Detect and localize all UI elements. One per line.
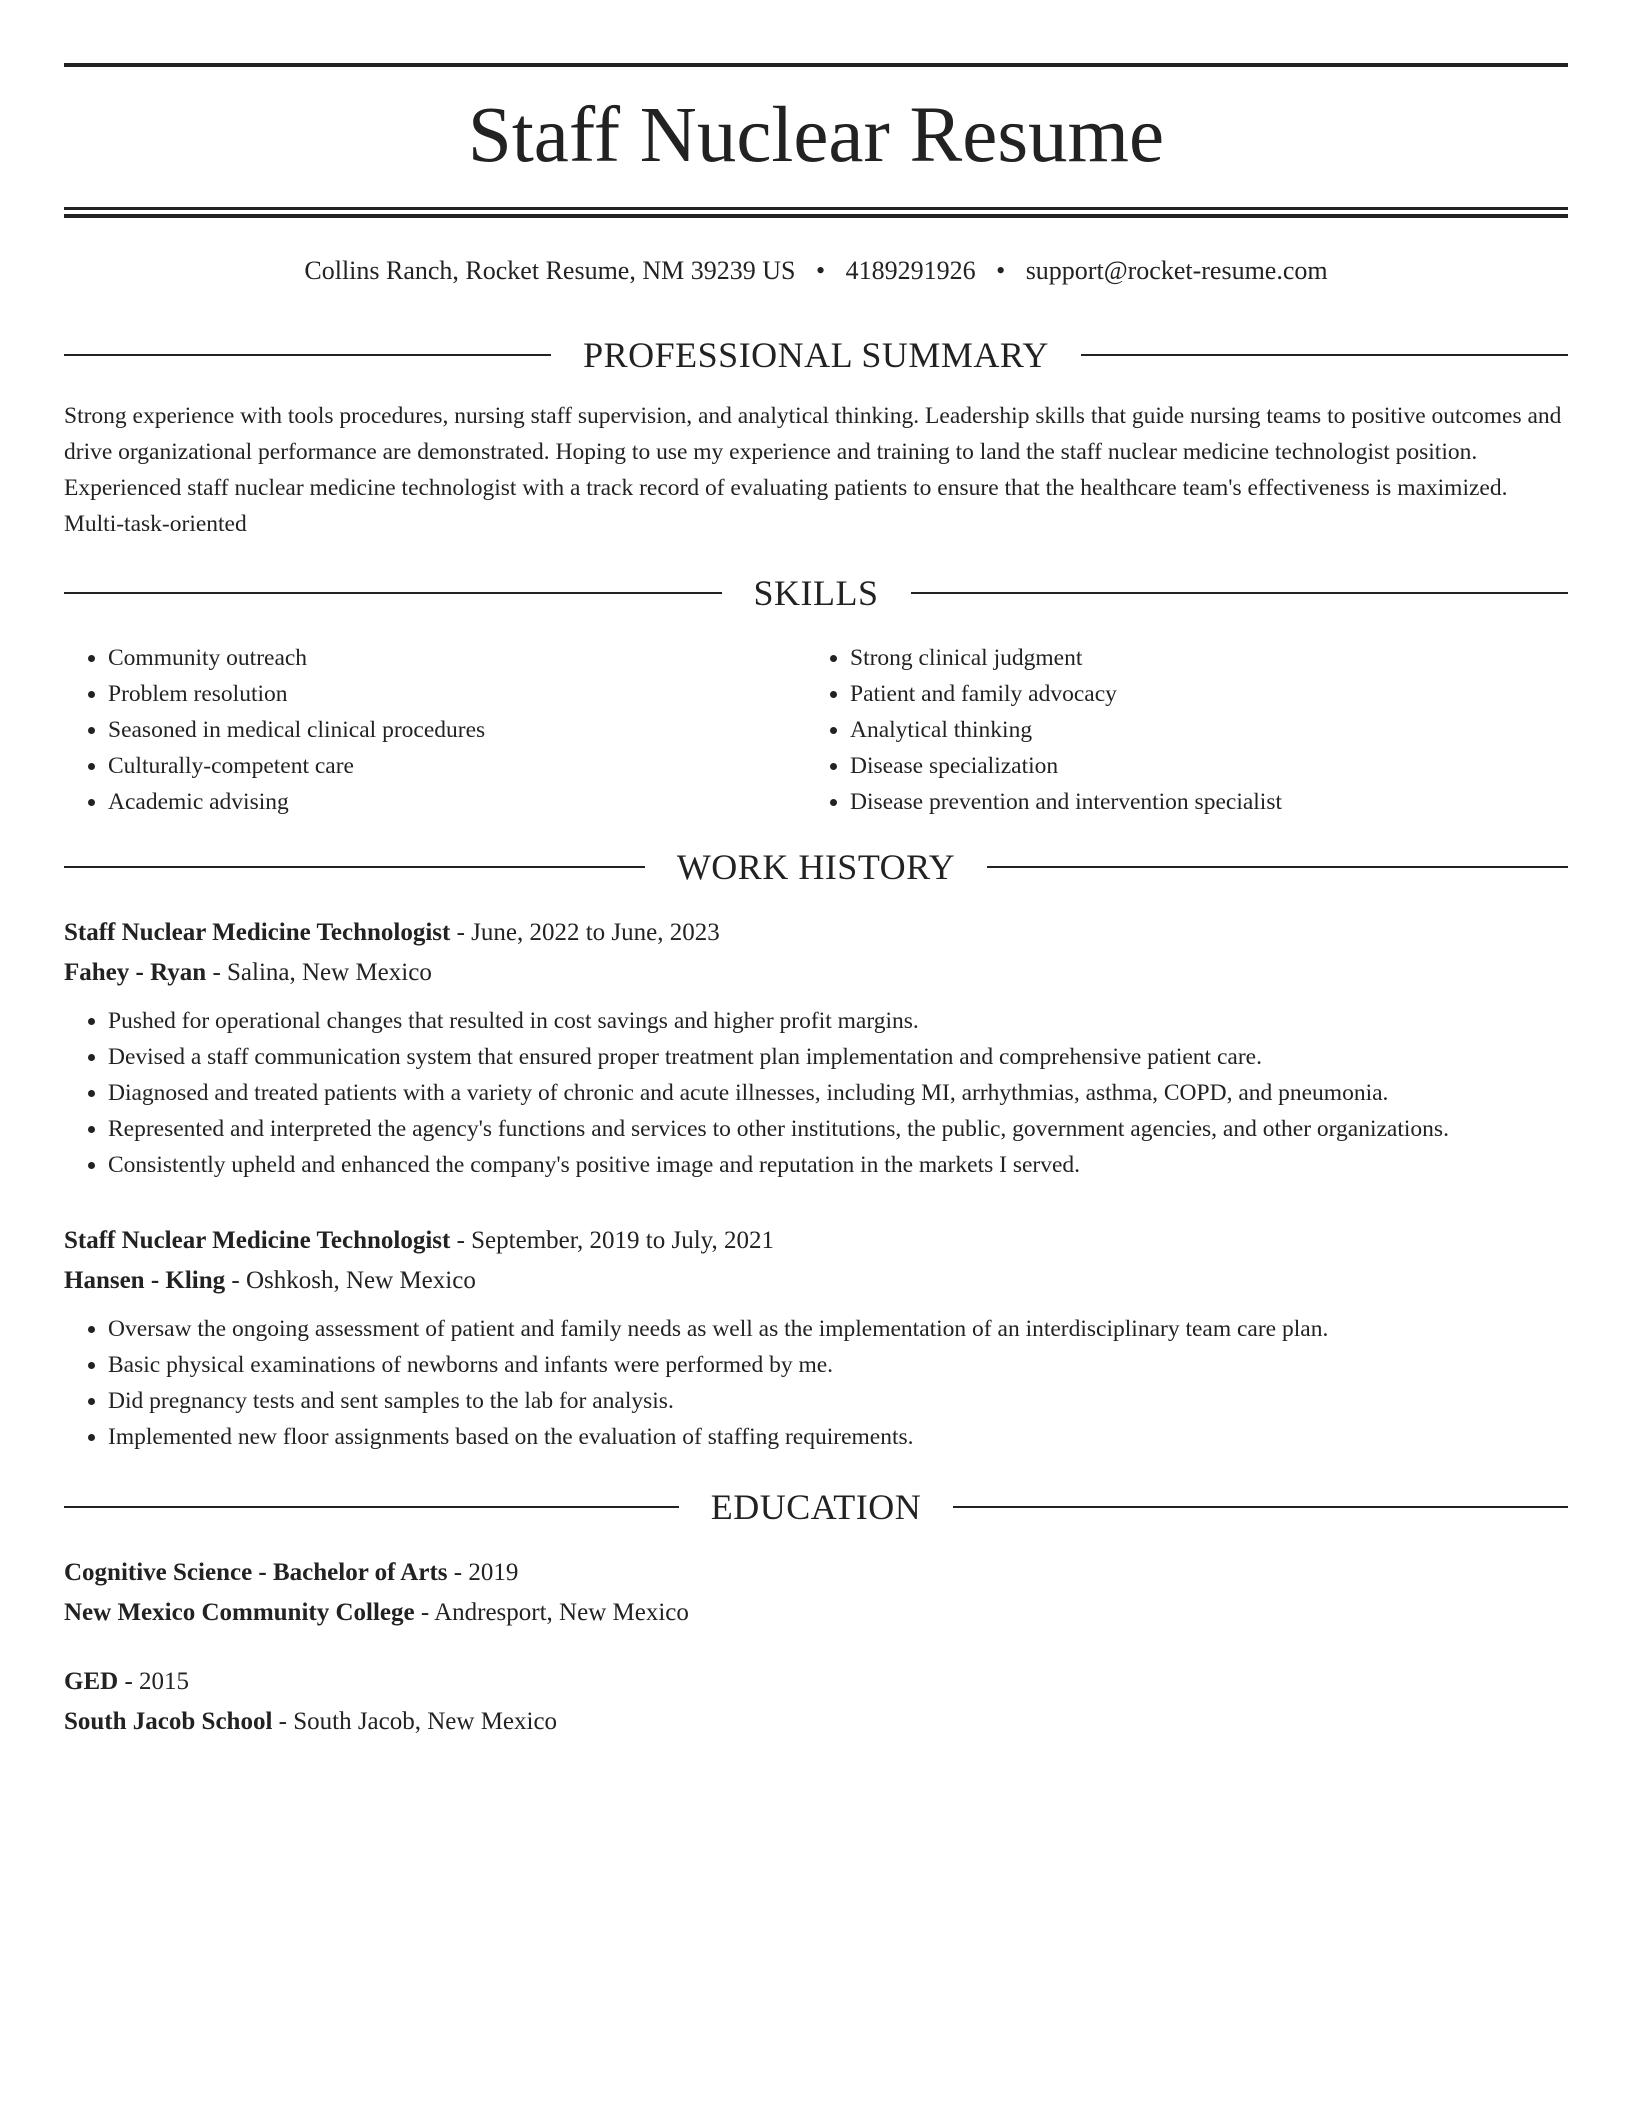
skill-item: • Problem resolution	[108, 676, 806, 712]
section-rule	[911, 592, 1569, 594]
education-school-line	[64, 1702, 1568, 1742]
job-location: - Oshkosh, New Mexico	[225, 1267, 476, 1294]
job-bullet: • Implemented new floor assignments based on the evaluation of staffing requirements.	[108, 1419, 1568, 1455]
education-school: New Mexico Community College	[64, 1599, 415, 1626]
section-header-work	[64, 845, 1568, 889]
section-rule	[953, 1506, 1568, 1508]
section-rule	[64, 866, 645, 868]
section-rule	[987, 866, 1568, 868]
section-rule	[64, 592, 722, 594]
skills-list	[64, 640, 1568, 820]
skill-item: • Patient and family advocacy	[850, 676, 1282, 712]
education-degree-line	[64, 1662, 1568, 1702]
skill-item: • Seasoned in medical clinical procedures	[108, 712, 806, 748]
skill-item: • Culturally-competent care	[108, 748, 806, 784]
job-bullet: • Basic physical examinations of newborns and infants were performed by me.	[108, 1347, 1568, 1383]
education-degree: Cognitive Science - Bachelor of Arts	[64, 1559, 448, 1586]
job-bullet: • Oversaw the ongoing assessment of patient and family needs as well as the implementation of an interdisciplinary team care plan.	[108, 1311, 1568, 1347]
education-degree: GED	[64, 1668, 119, 1695]
section-header-education	[64, 1485, 1568, 1529]
job-bullet: • Pushed for operational changes that resulted in cost savings and higher profit margins.	[108, 1003, 1568, 1039]
job-company: Fahey - Ryan	[64, 959, 207, 986]
job-bullet: • Represented and interpreted the agency's functions and services to other institutions, the public, government agencies, and other organizations.	[108, 1111, 1568, 1147]
top-rule	[64, 63, 1568, 67]
contact-email: support@rocket-resume.com	[1025, 256, 1328, 285]
education-entry	[64, 1662, 1568, 1742]
contact-address: Collins Ranch, Rocket Resume, NM 39239 US	[304, 256, 796, 285]
skill-item: • Analytical thinking	[850, 712, 1282, 748]
education-school-line	[64, 1593, 1568, 1633]
skill-item: • Community outreach	[108, 640, 806, 676]
job-dates: - September, 2019 to July, 2021	[450, 1227, 775, 1254]
job-bullets	[64, 1311, 1568, 1455]
job-entry	[64, 1221, 1568, 1455]
contact-phone: 4189291926	[845, 256, 976, 285]
double-rule	[64, 207, 1568, 218]
education-degree-line	[64, 1553, 1568, 1593]
education-year: - 2019	[447, 1559, 519, 1586]
job-entry	[64, 913, 1568, 1183]
section-header-skills	[64, 571, 1568, 615]
contact-separator: •	[996, 256, 1006, 285]
contact-line	[64, 254, 1568, 288]
skills-column-left	[64, 640, 806, 820]
job-company-line	[64, 953, 1568, 993]
job-bullet: • Devised a staff communication system that ensured proper treatment plan implementation and comprehensive patient care.	[108, 1039, 1568, 1075]
contact-separator: •	[815, 256, 826, 285]
section-title: EDUCATION	[710, 1487, 922, 1527]
section-header-summary	[64, 333, 1568, 377]
job-bullets	[64, 1003, 1568, 1183]
section-rule	[1081, 354, 1568, 356]
job-dates: - June, 2022 to June, 2023	[450, 919, 720, 946]
job-bullet: • Consistently upheld and enhanced the company's positive image and reputation in the markets I served.	[108, 1147, 1568, 1183]
education-school: South Jacob School	[64, 1708, 273, 1735]
section-rule	[64, 1506, 679, 1508]
section-rule	[64, 354, 551, 356]
job-title-line	[64, 913, 1568, 953]
job-bullet: • Diagnosed and treated patients with a variety of chronic and acute illnesses, including MI, arrhythmias, asthma, COPD, and pneumonia.	[108, 1075, 1568, 1111]
section-title: PROFESSIONAL SUMMARY	[583, 335, 1049, 375]
education-location: - Andresport, New Mexico	[414, 1599, 689, 1626]
skill-item: • Disease prevention and intervention specialist	[850, 784, 1282, 820]
summary-text: Strong experience with tools procedures, nursing staff supervision, and analytical thinking. Leadership skills that guide nursing teams to positive outcomes and drive organizational performance are demonstrated. Hoping to use my experience and training to land the staff nuclear medicine technologist position. Experienced staff nuclear medicine technologist with a track record of evaluating patients to ensure that the healthcare team's effectiveness is maximized. Multi-task-oriented	[64, 403, 1562, 537]
education-location: - South Jacob, New Mexico	[272, 1708, 558, 1735]
section-title: WORK HISTORY	[676, 847, 956, 887]
job-title: Staff Nuclear Medicine Technologist	[64, 1227, 451, 1254]
job-location: - Salina, New Mexico	[206, 959, 432, 986]
job-title-line	[64, 1221, 1568, 1261]
job-company: Hansen - Kling	[64, 1267, 226, 1294]
resume-name: Staff Nuclear Resume	[467, 92, 1165, 179]
skill-item: • Disease specialization	[850, 748, 1282, 784]
skill-item: • Strong clinical judgment	[850, 640, 1282, 676]
job-bullet: • Did pregnancy tests and sent samples to the lab for analysis.	[108, 1383, 1568, 1419]
job-title: Staff Nuclear Medicine Technologist	[64, 919, 451, 946]
education-entry	[64, 1553, 1568, 1633]
job-company-line	[64, 1261, 1568, 1301]
education-year: - 2015	[118, 1668, 190, 1695]
skill-item: • Academic advising	[108, 784, 806, 820]
section-title: SKILLS	[753, 573, 879, 613]
skills-column-right	[806, 640, 1282, 820]
